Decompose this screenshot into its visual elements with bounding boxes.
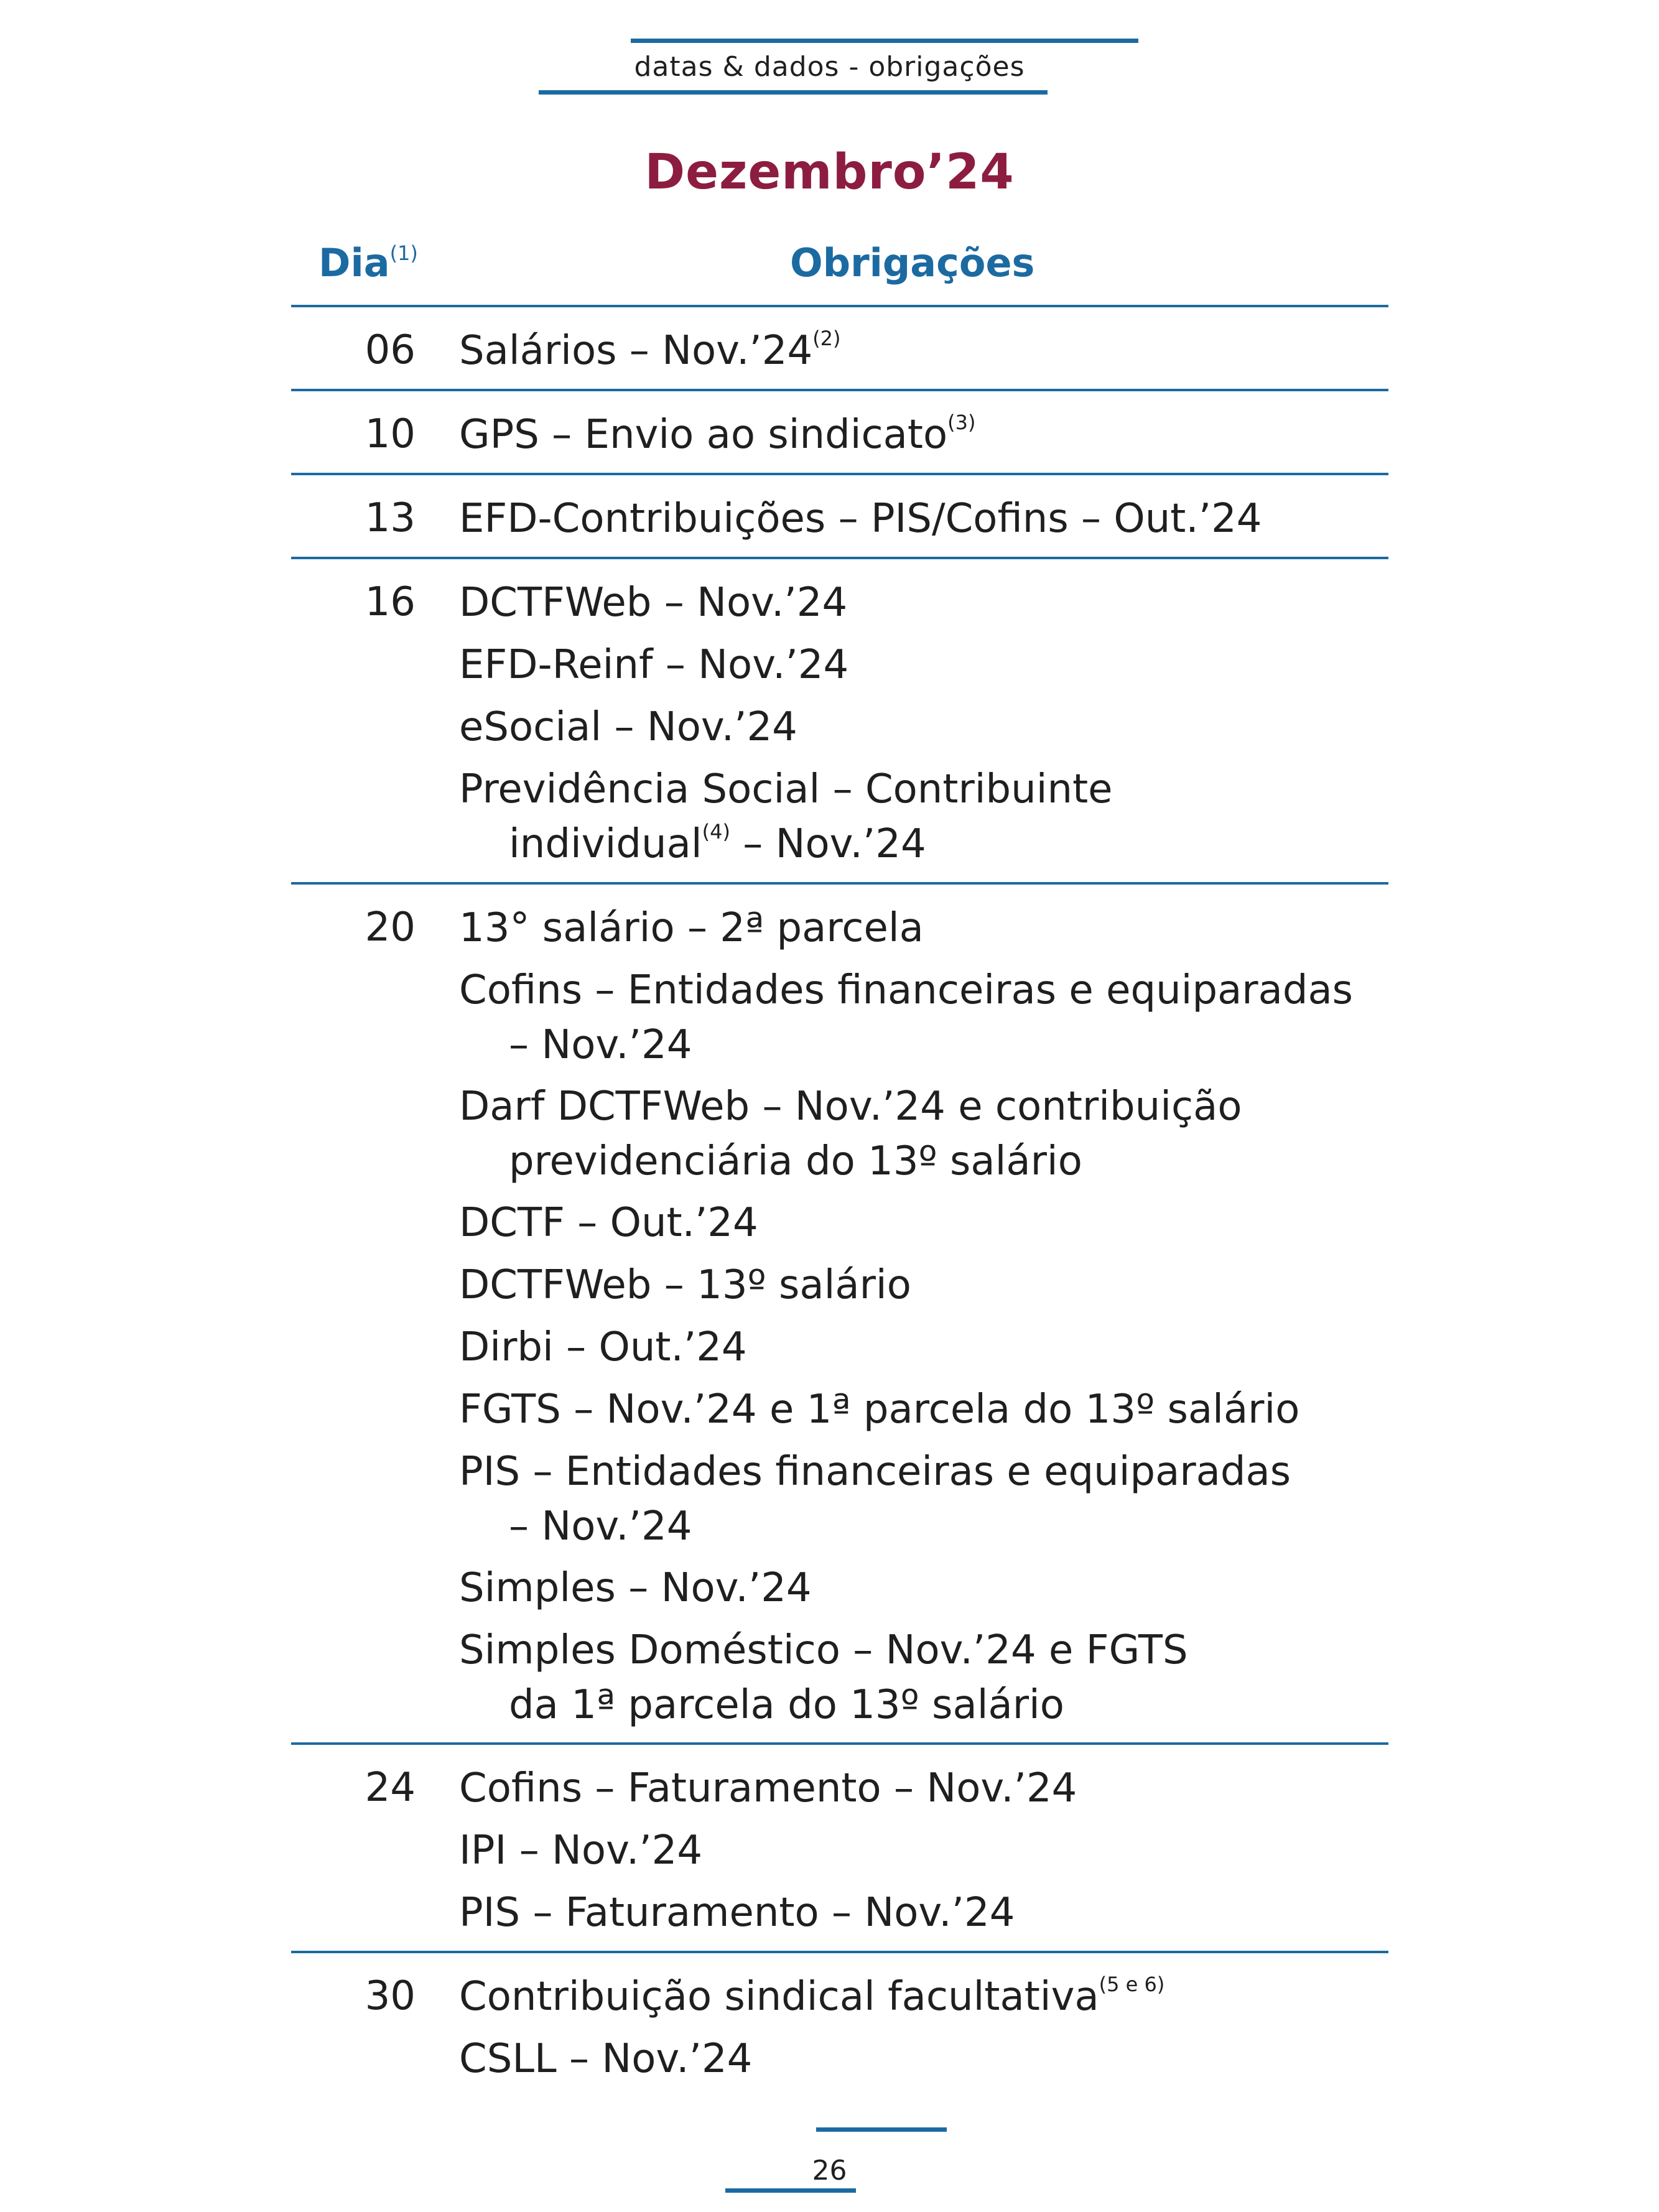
page-title: Dezembro’24 <box>644 144 1015 200</box>
obligation-item <box>459 1623 1188 1732</box>
obligation-text: Darf DCTFWeb – Nov.’24 e contribuição <box>459 1084 1242 1130</box>
obligation-text: CSLL – Nov.’24 <box>459 2036 753 2082</box>
obligation-item <box>459 491 1262 546</box>
obligation-text-continuation: da 1ª parcela do 13º salário <box>509 1682 1064 1728</box>
day-cell: 10 <box>365 411 416 457</box>
footnote-marker: (4) <box>702 820 730 843</box>
section-header: datas & dados - obrigações <box>634 51 1025 83</box>
obligation-text: GPS – Envio ao sindicato <box>459 412 948 458</box>
obligation-item <box>459 963 1353 1072</box>
column-header-obligations: Obrigações <box>790 240 1035 286</box>
obligation-text: DCTFWeb – Nov.’24 <box>459 580 848 626</box>
row-separator <box>291 1742 1388 1745</box>
day-cell: 20 <box>365 904 416 950</box>
obligation-text: Simples – Nov.’24 <box>459 1565 812 1611</box>
header-rule-top <box>631 39 1138 43</box>
footnote-marker: (2) <box>812 327 841 350</box>
obligation-text: eSocial – Nov.’24 <box>459 704 797 750</box>
continuation-text: individual <box>509 821 702 867</box>
obligation-item <box>459 1382 1299 1437</box>
obligation-text-continuation <box>459 817 1113 871</box>
header-separator <box>291 305 1388 307</box>
day-cell: 16 <box>365 579 416 625</box>
obligation-text: Salários – Nov.’24 <box>459 328 813 374</box>
footnote-marker: (5 e 6) <box>1099 1973 1165 1996</box>
footnote-marker: (3) <box>947 411 976 434</box>
obligation-text: PIS – Entidades financeiras e equiparadas <box>459 1449 1291 1495</box>
footnote-marker: (1) <box>389 241 418 265</box>
obligation-text-continuation: – Nov.’24 <box>509 1022 692 1068</box>
footer-rule-bottom <box>725 2188 856 2193</box>
obligation-item <box>459 901 924 955</box>
row-separator <box>291 473 1388 475</box>
column-header-day-label: Dia <box>318 240 390 286</box>
obligation-text: Simples Doméstico – Nov.’24 e FGTS <box>459 1627 1188 1673</box>
obligation-item <box>459 575 847 630</box>
footer-rule-top <box>816 2127 947 2132</box>
obligation-text: 13° salário – 2ª parcela <box>459 905 924 951</box>
obligation-item <box>459 1444 1291 1554</box>
obligation-item <box>459 1969 1164 2024</box>
obligation-text-continuation: previdenciária do 13º salário <box>509 1138 1082 1184</box>
obligation-item <box>459 323 841 378</box>
obligation-text: PIS – Faturamento – Nov.’24 <box>459 1890 1015 1936</box>
obligation-item <box>459 700 797 755</box>
obligation-text: Cofins – Faturamento – Nov.’24 <box>459 1765 1077 1811</box>
column-header-day <box>318 240 418 286</box>
obligation-text: EFD-Reinf – Nov.’24 <box>459 642 849 688</box>
continuation-text: – Nov.’24 <box>730 821 926 867</box>
day-cell: 30 <box>365 1973 416 2019</box>
obligation-item <box>459 1079 1242 1189</box>
obligation-text-continuation: – Nov.’24 <box>509 1503 692 1550</box>
obligation-text: DCTF – Out.’24 <box>459 1200 758 1246</box>
row-separator <box>291 882 1388 885</box>
obligation-item <box>459 407 975 462</box>
day-cell: 06 <box>365 327 416 373</box>
obligation-text: FGTS – Nov.’24 e 1ª parcela do 13º salário <box>459 1387 1300 1433</box>
obligation-text: Cofins – Entidades financeiras e equiparadas <box>459 967 1353 1013</box>
obligation-text: EFD-Contribuições – PIS/Cofins – Out.’24 <box>459 496 1262 542</box>
header-rule-bottom <box>539 90 1048 95</box>
obligation-text: Dirbi – Out.’24 <box>459 1324 747 1370</box>
day-cell: 13 <box>365 495 416 541</box>
obligation-item <box>459 1561 812 1615</box>
obligation-item <box>459 762 1113 871</box>
obligation-item <box>459 1320 747 1375</box>
obligation-text: Previdência Social – Contribuinte <box>459 766 1113 812</box>
obligation-item <box>459 1258 911 1313</box>
row-separator <box>291 1951 1388 1953</box>
obligation-item <box>459 1761 1077 1816</box>
obligation-item <box>459 638 848 692</box>
row-separator <box>291 389 1388 391</box>
obligation-item <box>459 1823 702 1878</box>
page-number: 26 <box>812 2155 847 2186</box>
obligation-text: IPI – Nov.’24 <box>459 1828 703 1874</box>
obligation-item <box>459 1885 1015 1940</box>
day-cell: 24 <box>365 1765 416 1811</box>
obligation-item <box>459 2032 752 2086</box>
obligation-item <box>459 1196 758 1250</box>
obligation-text: Contribuição sindical facultativa <box>459 1974 1099 2020</box>
row-separator <box>291 557 1388 559</box>
obligation-text: DCTFWeb – 13º salário <box>459 1262 911 1308</box>
